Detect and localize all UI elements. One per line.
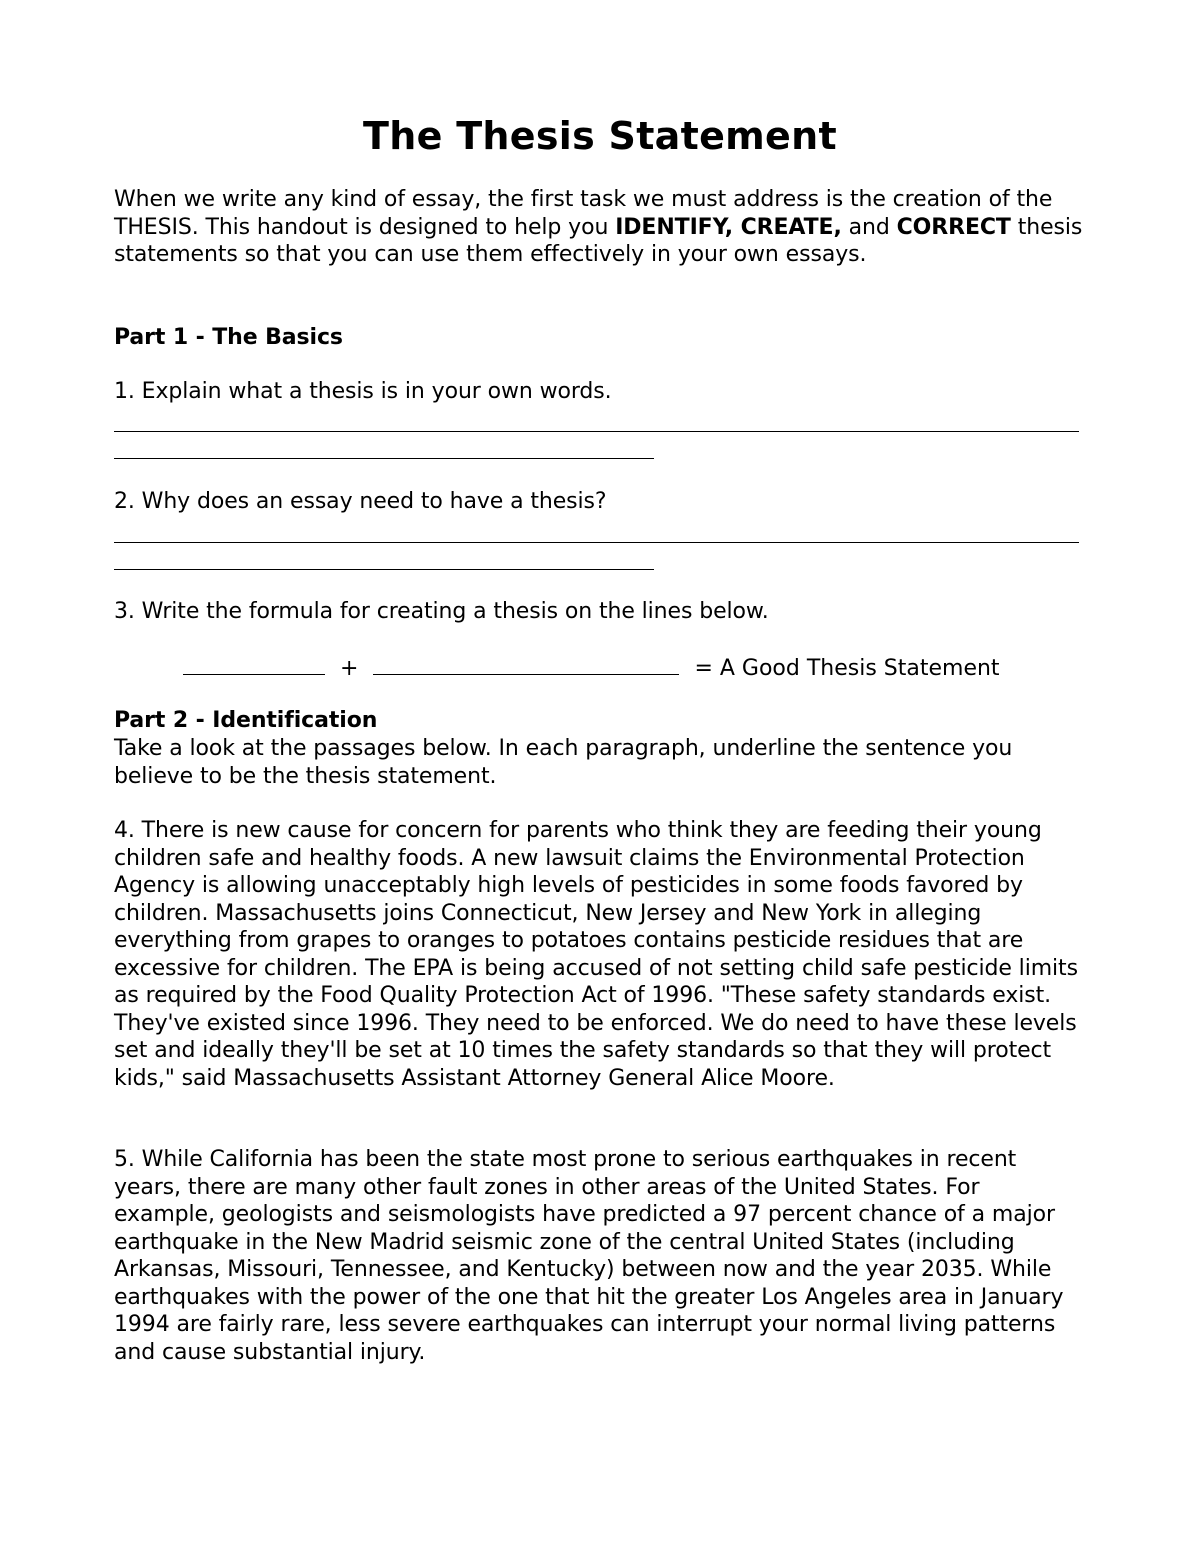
thesis-formula xyxy=(183,652,1000,683)
formula-blank-2[interactable] xyxy=(373,652,679,675)
answer-line-1a[interactable] xyxy=(114,431,1079,432)
passage-4: 4. There is new cause for concern for parents who think they are feeding their young children safe and healthy foods. A new lawsuit claims the Environmental Protection Agency is allowing unacceptably high levels of pesticides in some foods favored by children. Massachusetts joins Connecticut, New Jersey and New York in alleging everything from grapes to oranges to potatoes contains pesticide residues that are excessive for children. The EPA is being accused of not setting child safe pesticide limits as required by the Food Quality Protection Act of 1996. "These safety standards exist. They've existed since 1996. They need to be enforced. We do need to have these levels set and ideally they'll be set at 10 times the safety standards so that they will protect kids," said Massachusetts Assistant Attorney General Alice Moore. xyxy=(114,818,1078,1091)
document-title: The Thesis Statement xyxy=(363,114,837,158)
answer-line-2a[interactable] xyxy=(114,542,1079,543)
intro-bold-correct: CORRECT xyxy=(896,214,1011,240)
question-3: 3. Write the formula for creating a thesis on the lines below. xyxy=(114,599,769,624)
part1-heading: Part 1 - The Basics xyxy=(114,325,343,350)
formula-plus: + xyxy=(340,656,359,681)
part2-instructions: Take a look at the passages below. In each paragraph, underline the sentence you believe to be the thesis statement. xyxy=(114,736,1013,789)
formula-result: = A Good Thesis Statement xyxy=(694,656,1000,681)
intro-paragraph xyxy=(114,186,1094,269)
question-1: 1. Explain what a thesis is in your own words. xyxy=(114,379,612,404)
question-2: 2. Why does an essay need to have a thesis? xyxy=(114,489,607,514)
intro-text-1: When we write any kind of essay, the first task we must address is the creation of the THESIS. This handout is designed to help you xyxy=(114,187,1053,240)
formula-blank-1[interactable] xyxy=(183,652,325,675)
intro-text-3: thesis statements so that you can use them effectively in your own essays. xyxy=(114,214,1083,267)
answer-line-2b[interactable] xyxy=(114,569,654,570)
passage-5: 5. While California has been the state most prone to serious earthquakes in recent years, there are many other fault zones in other areas of the United States. For example, geologists and seismologists have predicted a 97 percent chance of a major earthquake in the New Madrid seismic zone of the central United States (including Arkansas, Missouri, Tennessee, and Kentucky) between now and the year 2035. While earthquakes with the power of the one that hit the greater Los Angeles area in January 1994 are fairly rare, less severe earthquakes can interrupt your normal living patterns and cause substantial injury. xyxy=(114,1147,1064,1365)
part2-heading: Part 2 - Identification xyxy=(114,708,378,733)
intro-text-2: and xyxy=(841,214,897,240)
answer-line-1b[interactable] xyxy=(114,458,654,459)
intro-bold-identify-create: IDENTIFY, CREATE, xyxy=(615,214,842,240)
